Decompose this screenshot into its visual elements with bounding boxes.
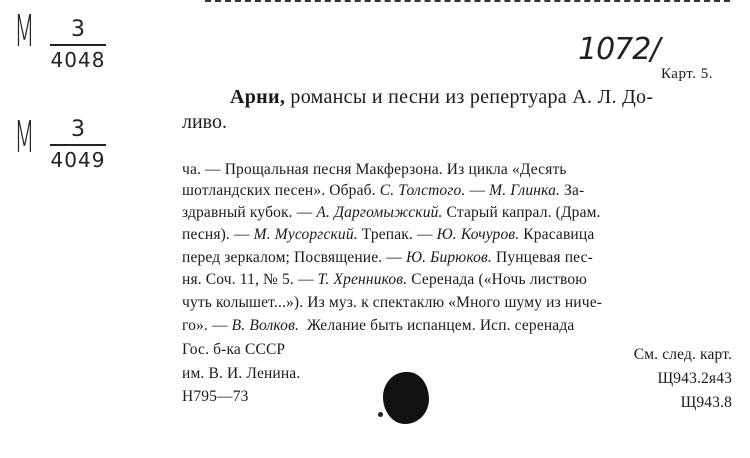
call-number-lower-denominator: 4049	[50, 148, 106, 172]
body-text: Старый капрал. (Драм.	[442, 204, 601, 221]
body-line-4	[182, 226, 594, 244]
composer-name: Ю. Кочуров.	[436, 226, 520, 243]
see-next-card: См. след. карт.	[633, 346, 732, 363]
ink-blot	[383, 372, 429, 424]
call-number-upper	[50, 18, 106, 71]
ink-speck	[378, 412, 383, 417]
title-text: романсы и песни из репертуара А. Л. До-	[285, 86, 654, 108]
call-number-upper-numerator: 3	[71, 17, 85, 42]
composer-name: А. Даргомыжский.	[316, 204, 443, 221]
body-text: песня). —	[182, 226, 254, 243]
call-number-lower	[50, 118, 106, 171]
body-text: Красавица	[519, 226, 595, 243]
body-text: здравный кубок. —	[182, 204, 317, 221]
body-text: Желание быть испанцем. Исп. серенада	[298, 317, 575, 334]
body-line-8	[182, 317, 574, 335]
library-name-2: им. В. И. Ленина.	[182, 365, 301, 382]
composer-name: Ю. Бирюков.	[405, 249, 492, 266]
composer-name: С. Толстого.	[379, 182, 466, 199]
classification-code-2: Щ943.8	[680, 394, 732, 411]
print-order-number: Н795—73	[182, 388, 249, 405]
classification-code-1: Щ943.2я43	[657, 370, 732, 387]
body-text: —	[465, 182, 490, 199]
call-number-upper-denominator: 4048	[50, 48, 106, 72]
composer-name: В. Волков.	[231, 317, 299, 334]
card-number-label: Карт. 5.	[661, 66, 713, 82]
body-text: Из цикла «Десять	[442, 161, 567, 178]
body-text: Пунцевая пес-	[491, 249, 593, 266]
body-line-2	[182, 182, 584, 200]
body-line-1	[182, 161, 567, 179]
library-name: Гос. б-ка СССР	[182, 341, 286, 358]
composer-name: М. Мусоргский.	[253, 226, 358, 243]
title-line-1	[230, 86, 653, 109]
shelf-letter-upper: М	[14, 6, 35, 57]
body-text: чуть колышет...»). Из муз. к спектаклю «Много шуму из ниче-	[182, 294, 603, 311]
body-line-5	[182, 249, 593, 267]
body-text: перед зеркалом; Посвящение. —	[182, 249, 406, 266]
body-line-6	[182, 271, 587, 289]
body-text: шотландских песен». Обраб.	[182, 182, 380, 199]
call-number-lower-numerator: 3	[71, 117, 85, 142]
fraction-bar	[50, 44, 106, 46]
body-text: Трепак. —	[357, 226, 437, 243]
top-dashed-border	[205, 0, 730, 2]
composer-name: Т. Хренников.	[317, 271, 408, 288]
shelf-letter-lower: М	[14, 112, 35, 163]
body-line-3	[182, 204, 601, 222]
title-author: Арни,	[230, 86, 286, 108]
body-text: За-	[560, 182, 585, 199]
handwritten-inventory-number: 1072/	[578, 32, 660, 67]
fraction-bar	[50, 144, 106, 146]
body-text: ня. Соч. 11, № 5. —	[182, 271, 318, 288]
body-text: Серенада («Ночь листвою	[407, 271, 587, 288]
body-line-7	[182, 294, 602, 312]
body-text: ча. — Прощальная песня Макферзона.	[182, 161, 443, 178]
title-line-2: ливо.	[182, 111, 227, 133]
composer-name: М. Глинка.	[489, 182, 561, 199]
body-text: го». —	[182, 317, 232, 334]
